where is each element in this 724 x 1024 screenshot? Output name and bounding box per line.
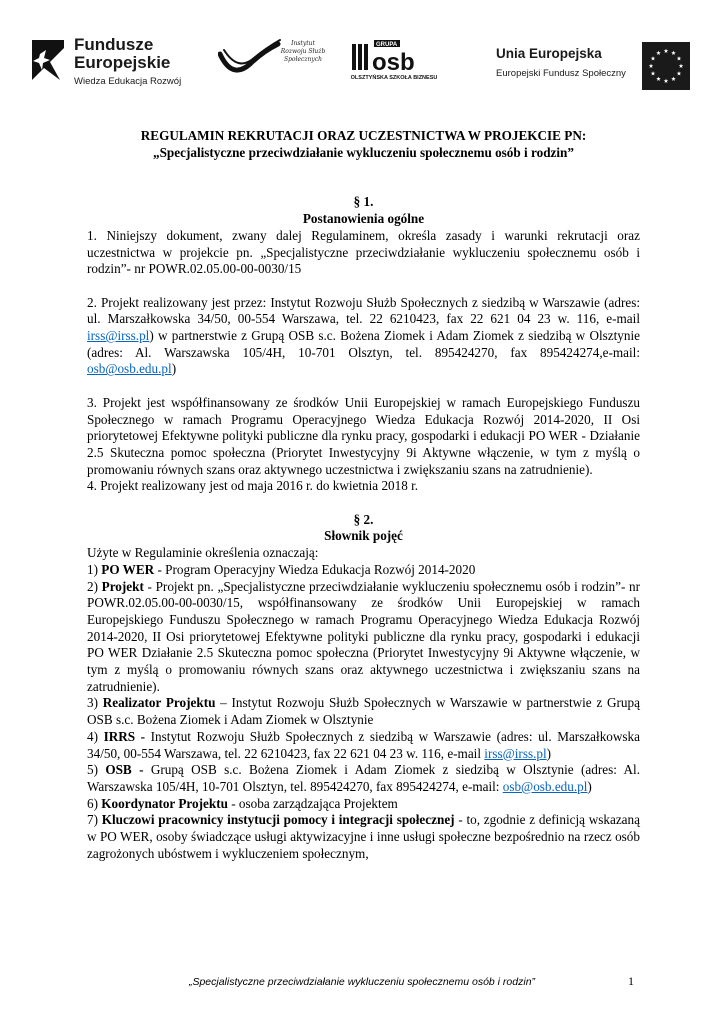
section-1-paragraph-3: 3. Projekt jest współfinansowany ze środków Unii Europejskiej w ramach Europejskiego Funduszu Społecznego w ramach Programu Operacyjnego Wiedza Edukacja Rozwój 2014-2020, II Osi priorytetowej Efektywne polityki publiczne dla rynku pracy, gospodarki i edukacji PO WER - Działanie 2.5 Skuteczna pomoc społeczna (Priorytet Inwestycyjny 9i Aktywne włączenie, w tym z myślą o promowaniu równych szans oraz aktywnego uczestnictwa i zwiększaniu szans na zatrudnienie). [87, 394, 640, 477]
definition-item-7: 7) Kluczowi pracownicy instytucji pomocy i integracji społecznej - to, zgodnie z definicją wskazaną w PO WER, osoby świadczące usługi aktywizacyjne i inne usługi społeczne bezpośrednio na rzecz osób zagrożonych ubóstwem i wykluczeniem społecznym, [87, 812, 640, 861]
ue-line1: Unia Europejska [496, 46, 602, 61]
section-1-paragraph-2: 2. Projekt realizowany jest przez: Instytut Rozwoju Służb Społecznych z siedzibą w Warszawie (adres: ul. Marszałkowska 34/50, 00-554 Warszawa, tel. 22 6210423, fax 22 621 04 23 w. 116, e-mail irss@irss.pl) w partnerstwie z Grupą OSB s.c. Bożena Ziomek i Adam Ziomek z siedzibą w Olsztynie (adres: Al. Warszawska 105/4H, 10-701 Olsztyn, tel. 895424270, fax 895424274,e-mail: osb@osb.edu.pl) [87, 294, 640, 377]
eu-flag-icon [642, 42, 690, 90]
unia-europejska-logo [486, 42, 694, 90]
irss-email-link[interactable]: irss@irss.pl [87, 328, 150, 344]
fe-line2: Europejskie [74, 53, 171, 72]
fe-star-icon [30, 38, 66, 82]
definition-item-3: 3) Realizator Projektu – Instytut Rozwoju Służb Społecznych w Warszawie w partnerstwie z Grupą OSB s.c. Bożena Ziomek i Adam Ziomek w Olsztynie [87, 695, 640, 728]
section-1-paragraph-4: 4. Projekt realizowany jest od maja 2016 r. do kwietnia 2018 r. [87, 478, 419, 494]
doc-title-line2: „Specjalistyczne przeciwdziałanie wykluczeniu społecznemu osób i rodzin” [152, 144, 574, 160]
osb-text: OLSZTYŃSKA SZKOŁA BIZNESU [350, 75, 438, 81]
osb-logo [348, 38, 440, 88]
page-number: 1 [628, 974, 634, 988]
fe-line1: Fundusze [74, 35, 154, 54]
section-1-paragraph-1: 1. Niniejszy dokument, zwany dalej Regulaminem, określa zasady i warunki rekrutacji oraz uczestnictwa w projekcie pn. „Specjalistyczne przeciwdziałanie wykluczeniu społecznemu osób i rodzin”- nr POWR.02.05.00-00-0030/15 [87, 227, 640, 277]
osb-mark-icon [348, 38, 440, 74]
definition-item-1: 1) PO WER - Program Operacyjny Wiedza Edukacja Rozwój 2014-2020 [87, 561, 476, 577]
section-2-heading: Słownik pojęć [324, 528, 403, 544]
osb-email-link-2[interactable]: osb@osb.edu.pl [502, 778, 588, 794]
irss-logo [218, 38, 344, 90]
definition-term: Realizator Projektu [102, 695, 216, 711]
regulation-document [87, 128, 640, 862]
header-logos [30, 30, 694, 98]
definition-item-6: 6) Koordynator Projektu - osoba zarządzająca Projektem [87, 795, 398, 811]
osb-email-link[interactable]: osb@osb.edu.pl [87, 361, 172, 377]
page-footer [0, 976, 724, 996]
footer-project-name: „Specjalistyczne przeciwdziałanie wykluczeniu społecznemu osób i rodzin” [188, 976, 536, 988]
definition-term: Koordynator Projektu [101, 795, 228, 811]
definition-term: PO WER [101, 561, 155, 577]
svg-text:osb: osb [372, 49, 415, 74]
section-1-number: § 1. [353, 194, 374, 210]
definition-item-2: 2) Projekt - Projekt pn. „Specjalistyczne przeciwdziałanie wykluczeniu społecznemu osób i rodzin”- nr POWR.02.05.00-00-0030/15, współfinansowany ze środków Unii Europejskiej w ramach Europejskiego Funduszu Społecznego w ramach Programu Operacyjnego Wiedza Edukacja Rozwój 2014-2020, II Osi priorytetowej Efektywne polityki publiczne dla rynku pracy, gospodarki i edukacji PO WER Działanie 2.5 Skuteczna pomoc społeczna (Priorytet Inwestycyjny 9i Aktywne włączenie, w tym z myślą o promowaniu równych szans oraz aktywnego uczestnictwa i zwiększaniu szans na zatrudnienie). [87, 578, 640, 694]
fundusze-europejskie-logo [30, 32, 210, 94]
definition-item-4: 4) IRRS - Instytut Rozwoju Służb Społecznych z siedzibą w Warszawie (adres: ul. Marszałkowska 34/50, 00-554 Warszawa, tel. 22 6210423, fax 22 621 04 23 w. 116, e-mail irss@irss.pl) [87, 728, 640, 761]
definition-term: IRRS - [103, 728, 146, 744]
fe-line3: Wiedza Edukacja Rozwój [74, 76, 182, 87]
definition-term: Projekt [101, 578, 144, 594]
definition-term: OSB - [105, 762, 144, 778]
ue-line2: Europejski Fundusz Społeczny [496, 68, 626, 79]
section-2-number: § 2. [353, 511, 374, 527]
irss-text: Instytut Rozwoju Służb Społecznych [280, 40, 326, 63]
svg-text:GRUPA: GRUPA [376, 42, 398, 48]
doc-title-line1: REGULAMIN REKRUTACJI ORAZ UCZESTNICTWA W PROJEKCIE PN: [140, 128, 587, 143]
section-1-heading: Postanowienia ogólne [302, 211, 425, 227]
section-2-intro: Użyte w Regulaminie określenia oznaczają: [87, 545, 319, 561]
definition-item-5: 5) OSB - Grupą OSB s.c. Bożena Ziomek i Adam Ziomek z siedzibą w Olsztynie (adres: Al. Warszawska 105/4H, 10-701 Olsztyn, tel. 895424270, fax 895424274, e-mail: osb@osb.edu.pl) [87, 762, 640, 794]
definition-term: Kluczowi pracownicy instytucji pomocy i integracji społecznej [101, 812, 455, 828]
irss-email-link-2[interactable]: irss@irss.pl [484, 745, 547, 761]
